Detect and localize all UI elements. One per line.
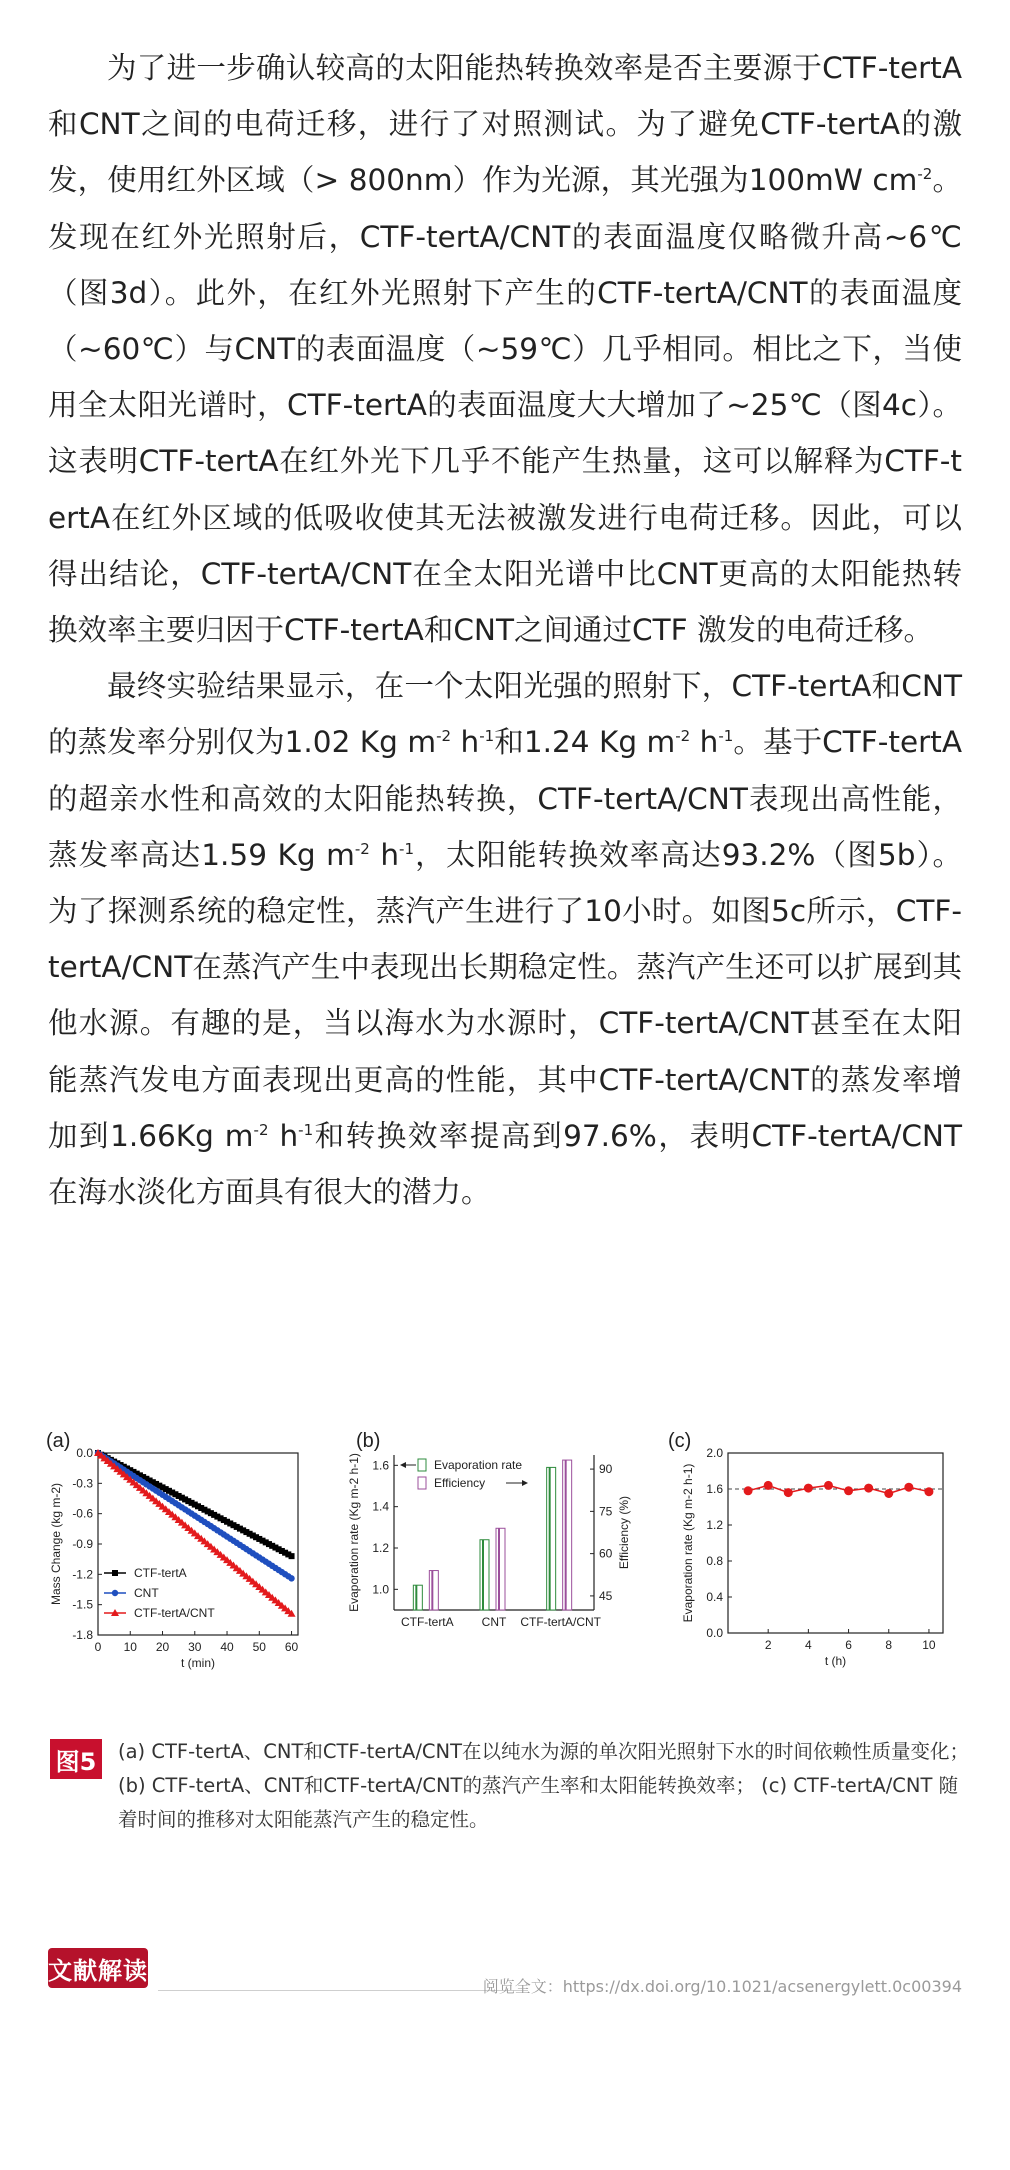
- bar-evaporation-stripe: [482, 1540, 484, 1610]
- superscript: -2: [354, 840, 370, 859]
- legend-arrowhead-left: [400, 1462, 406, 1468]
- y-tick-label: 1.2: [372, 1541, 389, 1555]
- y-tick-label: 1.2: [706, 1518, 723, 1532]
- legend-label: Evaporation rate: [434, 1458, 523, 1472]
- x-tick-label: 2: [764, 1638, 772, 1652]
- y-tick-label: 1.4: [372, 1499, 389, 1514]
- data-point: [764, 1481, 773, 1490]
- y-axis-label: Evaporation rate (Kg m-2 h-1): [681, 1463, 695, 1623]
- superscript: -1: [298, 1121, 314, 1140]
- p2-text: h: [690, 725, 719, 760]
- superscript: -1: [718, 727, 734, 746]
- y-tick-label: 0.4: [706, 1590, 723, 1604]
- p2-text: 和1.24 Kg m: [494, 725, 676, 760]
- panel-label-b: (b): [356, 1430, 381, 1452]
- data-point: [784, 1488, 793, 1497]
- y-tick-label: -0.9: [72, 1537, 93, 1551]
- superscript: -2: [675, 727, 691, 746]
- figure-caption: [50, 1735, 970, 1837]
- figure-5: [40, 1425, 970, 1695]
- legend-arrowhead-right: [522, 1480, 528, 1486]
- x-tick-label: 40: [220, 1640, 234, 1654]
- legend-label: Efficiency: [434, 1476, 486, 1490]
- y-tick-label: 1.0: [372, 1582, 389, 1597]
- y-tick-label: 0.0: [706, 1626, 723, 1640]
- y-right-tick-label: 60: [599, 1546, 613, 1561]
- data-point: [804, 1484, 813, 1493]
- p1-text-cont: 。发现在红外光照射后，CTF-tertA/CNT的表面温度仅略微升高~6℃（图3d）。此外，在红外光照射下产生的CTF-tertA/CNT的表面温度（~60℃）与CNT的表面温度（~59℃）几乎相同。相比之下，当使用全太阳光谱时，CTF-tertA的表面温度大大增加了~25℃（图4c）。这表明CTF-tertA在红外光下几乎不能产生热量，这可以解释为CTF-tertA在红外区域的低吸收使其无法被激发进行电荷迁移。因此，可以得出结论，CTF-tertA/CNT在全太阳光谱中比CNT更高的太阳能热转换效率主要归因于CTF-tertA和CNT之间通过CTF 激发的电荷迁移。: [48, 163, 962, 648]
- figure-badge: 图5: [50, 1739, 102, 1779]
- y-axis-label: Evaporation rate (Kg m-2 h-1): [347, 1453, 361, 1612]
- p2-text: 和转换效率提高到97.6%，表明CTF-tertA/CNT在海水淡化方面具有很大的潜力。: [48, 1118, 963, 1210]
- legend-label: CNT: [134, 1586, 159, 1600]
- doi-link[interactable]: 阅览全文：https://dx.doi.org/10.1021/acsenergylett.0c00394: [482, 1977, 962, 1996]
- y-tick-label: 2.0: [706, 1446, 723, 1460]
- superscript: -1: [399, 840, 415, 859]
- x-tick-label: 30: [188, 1640, 202, 1654]
- x-tick-label: 20: [155, 1640, 170, 1654]
- x-tick-label: 50: [252, 1640, 266, 1654]
- paragraph-2: [48, 658, 962, 1220]
- x-tick-label: 60: [284, 1640, 299, 1654]
- article-body: [48, 40, 962, 1220]
- panel-label-c: (c): [668, 1430, 692, 1452]
- data-point: [884, 1489, 893, 1498]
- y-tick-label: -1.8: [72, 1628, 93, 1642]
- x-tick-label: 10: [922, 1638, 936, 1652]
- data-point: [864, 1484, 873, 1493]
- x-tick-label: 8: [885, 1638, 893, 1652]
- bar-evaporation: [413, 1585, 422, 1610]
- x-axis-label: t (min): [181, 1656, 215, 1670]
- y-tick-label: 0.0: [76, 1446, 93, 1460]
- data-point-cnt: [288, 1575, 294, 1581]
- data-point: [844, 1486, 853, 1495]
- bar-efficiency-stripe: [498, 1528, 500, 1610]
- paragraph-1: [48, 40, 962, 658]
- legend-marker: [112, 1570, 118, 1576]
- y-axis-label: Mass Change (kg m-2): [49, 1482, 63, 1606]
- data-point-ctf-terta: [289, 1553, 295, 1559]
- category-label: CNT: [481, 1615, 507, 1629]
- p1-text: 为了进一步确认较高的太阳能热转换效率是否主要源于CTF-tertA和CNT之间的电荷迁移，进行了对照测试。为了避免CTF-tertA的激发，使用红外区域（> 800nm）作为光源，其光强为100mW cm: [48, 51, 962, 198]
- bar-evaporation-stripe: [549, 1467, 551, 1610]
- chart-b: [347, 1453, 631, 1629]
- data-point: [924, 1487, 933, 1496]
- legend-swatch-efficiency: [418, 1477, 426, 1489]
- y-right-axis-label: Efficiency (%): [617, 1495, 631, 1570]
- y-tick-label: 1.6: [372, 1458, 389, 1473]
- superscript: -2: [917, 165, 933, 184]
- category-label: CTF-tertA: [400, 1615, 454, 1629]
- bar-evaporation-stripe: [415, 1585, 417, 1610]
- chart-a: [49, 1446, 299, 1670]
- x-axis-label: t (h): [824, 1654, 847, 1668]
- y-tick-label: 1.6: [706, 1482, 723, 1496]
- chart-c: [681, 1446, 943, 1668]
- y-tick-label: 0.8: [706, 1554, 723, 1568]
- y-tick-label: -1.2: [72, 1567, 93, 1582]
- panel-label-a: (a): [46, 1430, 71, 1452]
- x-tick-label: 0: [94, 1640, 102, 1654]
- series-line: [748, 1485, 929, 1493]
- superscript: -1: [479, 727, 495, 746]
- p2-text: h: [268, 1118, 299, 1153]
- p2-text: h: [369, 837, 400, 872]
- footer-divider: [158, 1990, 528, 1991]
- x-tick-label: 6: [845, 1638, 852, 1652]
- x-tick-label: 10: [123, 1640, 137, 1654]
- publisher-logo: 文献解读: [48, 1948, 148, 1988]
- bar-efficiency-stripe: [431, 1571, 433, 1610]
- bar-efficiency: [563, 1460, 572, 1610]
- legend-marker: [112, 1590, 118, 1596]
- bar-efficiency: [429, 1571, 438, 1610]
- y-tick-label: -0.6: [72, 1506, 93, 1521]
- x-tick-label: 4: [805, 1638, 812, 1652]
- footer: [48, 1948, 962, 1996]
- y-right-tick-label: 45: [599, 1588, 613, 1603]
- bar-efficiency: [496, 1528, 505, 1610]
- p2-text: 最终实验结果显示，在一个太阳光强的照射下，CTF-tertA和CNT的蒸发率分别仅为1.02 Kg m: [48, 669, 962, 760]
- y-right-tick-label: 90: [599, 1462, 613, 1477]
- data-point: [904, 1483, 913, 1492]
- y-right-tick-label: 75: [599, 1504, 613, 1519]
- legend-swatch-evaporation: [418, 1459, 426, 1471]
- plot-frame: [728, 1453, 943, 1633]
- p2-text: h: [451, 725, 480, 760]
- category-label: CTF-tertA/CNT: [520, 1615, 602, 1629]
- legend-label: CTF-tertA: [134, 1566, 187, 1580]
- data-point: [744, 1486, 753, 1495]
- p2-text: ，太阳能转换效率高达93.2%（图5b）。为了探测系统的稳定性，蒸汽产生进行了10小时。如图5c所示，CTF-tertA/CNT在蒸汽产生中表现出长期稳定性。蒸汽产生还可以扩展到其他水源。有趣的是，当以海水为水源时，CTF-tertA/CNT甚至在太阳能蒸汽发电方面表现出更高的性能，其中CTF-tertA/CNT的蒸发率增加到1.66Kg m: [48, 837, 962, 1153]
- caption-text: (a) CTF-tertA、CNT和CTF-tertA/CNT在以纯水为源的单次阳光照射下水的时间依赖性质量变化；(b) CTF-tertA、CNT和CTF-tertA/CNT的蒸汽产生率和太阳能转换效率； (c) CTF-tertA/CNT 随着时间的推移对太阳能蒸汽产生的稳定性。: [118, 1740, 970, 1831]
- bar-evaporation: [547, 1467, 556, 1610]
- superscript: -2: [253, 1121, 269, 1140]
- data-point: [824, 1481, 833, 1490]
- bar-evaporation: [480, 1540, 489, 1610]
- y-tick-label: -0.3: [72, 1476, 93, 1491]
- y-tick-label: -1.5: [72, 1597, 93, 1612]
- bar-efficiency-stripe: [565, 1460, 567, 1610]
- figure-5-charts: [40, 1425, 970, 1695]
- legend-label: CTF-tertA/CNT: [134, 1606, 215, 1620]
- p2-text: 。基于CTF-tertA的超亲水性和高效的太阳能热转换，CTF-tertA/CNT表现出高性能，蒸发率高达1.59 Kg m: [48, 725, 962, 872]
- superscript: -2: [436, 727, 452, 746]
